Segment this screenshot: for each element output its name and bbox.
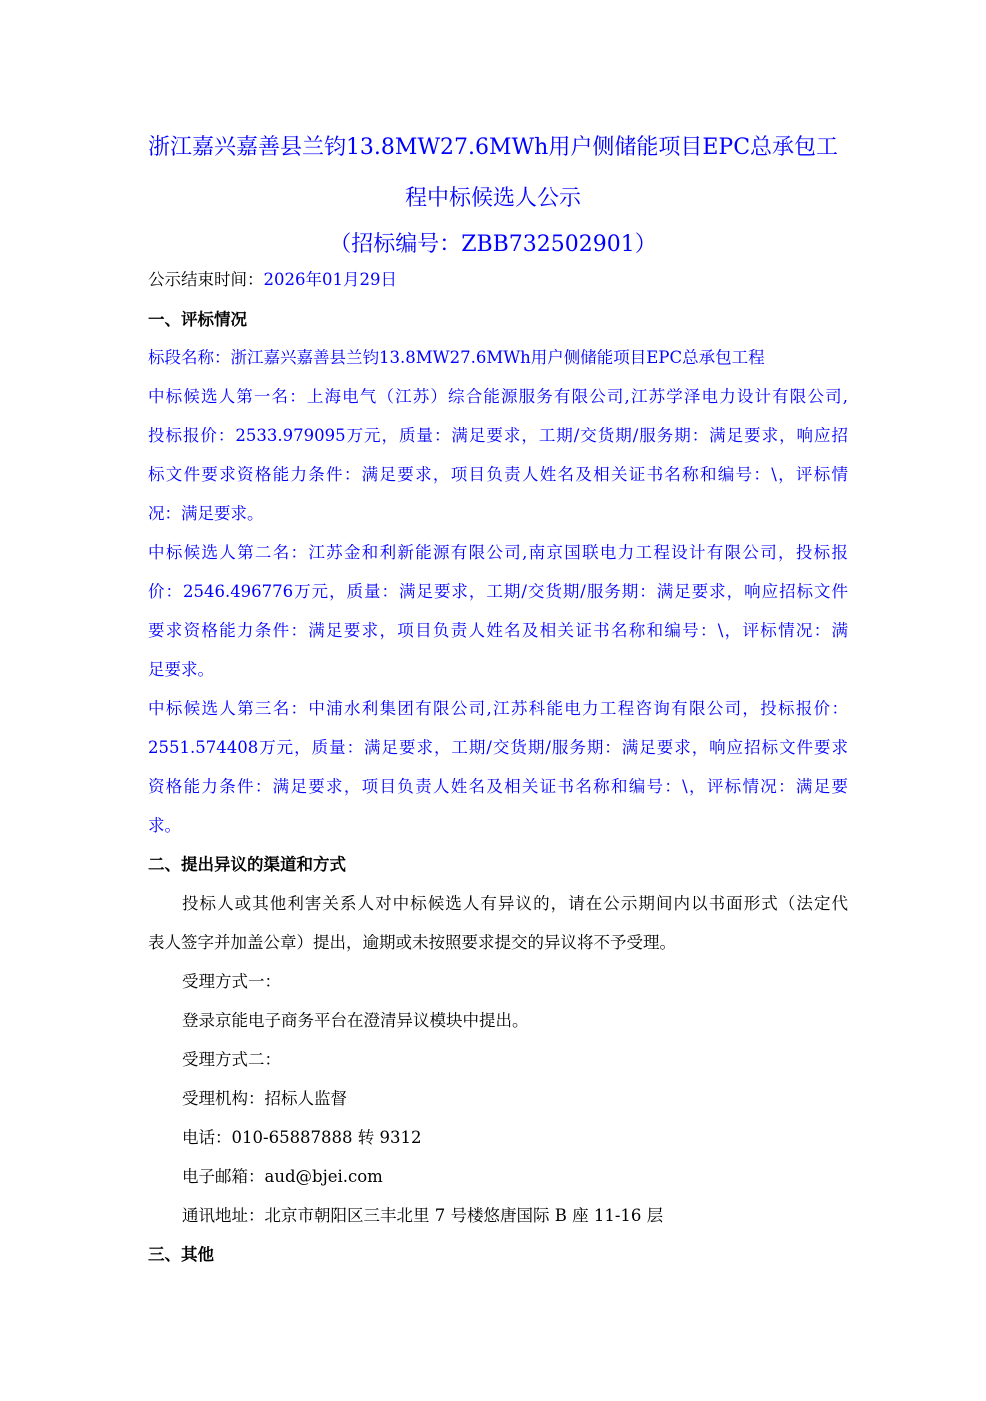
section2-heading: 二、提出异议的渠道和方式 xyxy=(148,855,346,874)
contact-phone: 电话：010-65887888 转 9312 xyxy=(182,1128,422,1147)
candidate3-line1: 中标候选人第三名：中浦水利集团有限公司,江苏科能电力工程咨询有限公司，投标报价： xyxy=(148,699,848,718)
candidate1-line4: 况：满足要求。 xyxy=(148,504,264,523)
method2-label: 受理方式二： xyxy=(182,1050,281,1069)
title-line-2: 程中标候选人公示 xyxy=(404,186,581,211)
end-time xyxy=(148,272,848,289)
end-time-label: 公示结束时间： xyxy=(148,270,264,289)
bid-section-name: 标段名称：浙江嘉兴嘉善县兰钧13.8MW27.6MWh用户侧储能项目EPC总承包工程 xyxy=(148,348,765,367)
section3-heading: 三、其他 xyxy=(148,1245,214,1264)
title-line-1: 浙江嘉兴嘉善县兰钧13.8MW27.6MWh用户侧储能项目EPC总承包工 xyxy=(147,135,839,160)
candidate1-line1: 中标候选人第一名：上海电气（江苏）综合能源服务有限公司,江苏学泽电力设计有限公司, xyxy=(148,387,848,406)
accepting-org: 受理机构：招标人监督 xyxy=(182,1089,347,1108)
candidate1-line2: 投标报价：2533.979095万元，质量：满足要求，工期/交货期/服务期：满足要求，响应招 xyxy=(148,426,848,445)
candidate2-line2: 价：2546.496776万元，质量：满足要求，工期/交货期/服务期：满足要求，响应招标文件 xyxy=(148,582,848,601)
method1-text: 登录京能电子商务平台在澄清异议模块中提出。 xyxy=(182,1011,529,1030)
contact-address: 通讯地址：北京市朝阳区三丰北里 7 号楼悠唐国际 B 座 11-16 层 xyxy=(182,1206,664,1225)
candidate3-line3: 资格能力条件：满足要求，项目负责人姓名及相关证书名称和编号：\，评标情况：满足要 xyxy=(148,777,848,796)
candidate3-line2: 2551.574408万元，质量：满足要求，工期/交货期/服务期：满足要求，响应招标文件要求 xyxy=(148,738,848,757)
candidate2-line1: 中标候选人第二名：江苏金和利新能源有限公司,南京国联电力工程设计有限公司，投标报 xyxy=(148,543,848,562)
candidate1-line3: 标文件要求资格能力条件：满足要求，项目负责人姓名及相关证书名称和编号：\，评标情 xyxy=(148,465,848,484)
section1-heading: 一、评标情况 xyxy=(148,310,247,329)
bid-code: （招标编号：ZBB732502901） xyxy=(329,232,657,257)
candidate3-line4: 求。 xyxy=(148,816,181,835)
objection-para-line1: 投标人或其他利害关系人对中标候选人有异议的，请在公示期间内以书面形式（法定代 xyxy=(182,894,848,913)
method1-label: 受理方式一： xyxy=(182,972,281,991)
contact-email: 电子邮箱：aud@bjei.com xyxy=(182,1167,383,1186)
objection-para-line2: 表人签字并加盖公章）提出，逾期或未按照要求提交的异议将不予受理。 xyxy=(148,933,676,952)
end-time-value: 2026年01月29日 xyxy=(263,270,397,289)
candidate2-line4: 足要求。 xyxy=(148,660,214,679)
candidate2-line3: 要求资格能力条件：满足要求，项目负责人姓名及相关证书名称和编号：\，评标情况：满 xyxy=(148,621,848,640)
